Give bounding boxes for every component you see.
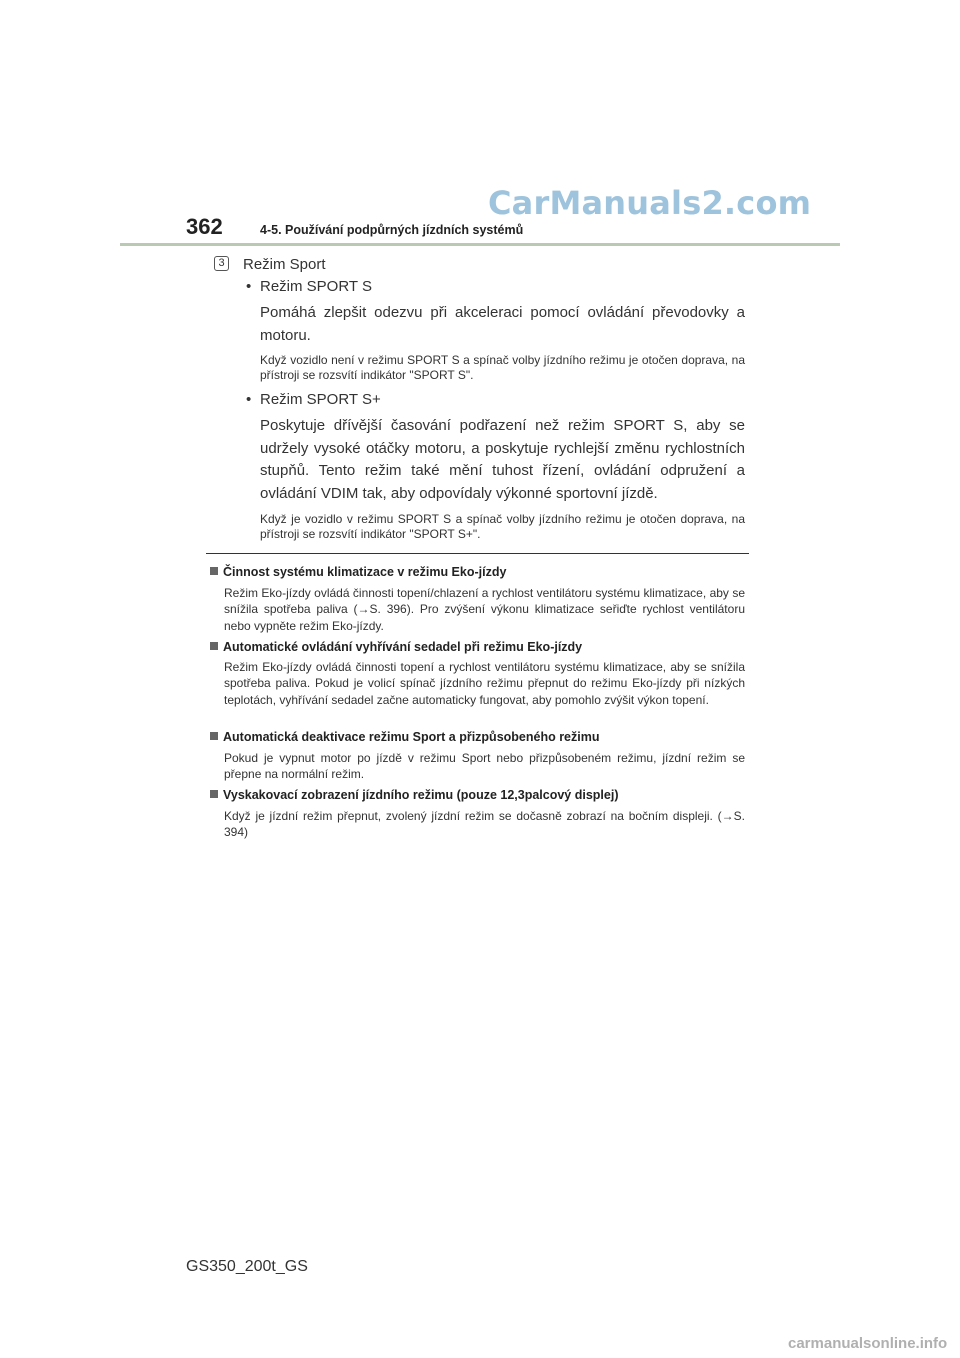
info-body-popup-display: Když je jízdní režim přepnut, zvolený jízdní režim se dočasně zobrazí na bočním displeji. (→S. 394) [224,809,745,840]
bullet-item-sport-s [246,278,372,295]
model-code: GS350_200t_GS [186,1258,308,1275]
square-bullet-icon [210,642,218,650]
section-title: 4-5. Používání podpůrných jízdních systémů [260,223,524,237]
page-number: 362 [186,214,223,239]
square-bullet-icon [210,790,218,798]
bullet-dot: • [246,278,252,295]
info-heading-popup-display: Vyskakovací zobrazení jízdního režimu (pouze 12,3palcový displej) [210,788,619,802]
info-body-seat-heating: Režim Eko-jízdy ovládá činnosti topení a rychlost ventilátoru systému klimatizace, aby se snížila spotřeba paliva. Pokud je volicí spínač jízdního režimu přepnut do režimu Eko-jízdy při nízkých teplotách, vyhřívání sedadel začne automaticky fungovat, aby pomohlo zvýšit výkon topení. [224,660,745,707]
sport-s-plus-description: Poskytuje dřívější časování podřazení než režim SPORT S, aby se udržely vysoké otáčky motoru, a poskytuje rychlejší změnu rychlostních stupňů. Tento režim také mění tuhost řízení, ovládání odpružení a ovládání VDIM tak, aby odpovídaly výkonné sportovní jízdě. [260,417,745,502]
watermark-logo: CarManuals2.com [488,184,812,222]
sport-s-description: Pomáhá zlepšit odezvu při akceleraci pomocí ovládání převodovky a motoru. [260,304,745,344]
bullet-label: Režim SPORT S [260,278,372,295]
bullet-item-sport-s-plus [246,391,381,408]
info-heading-climate: Činnost systému klimatizace v režimu Eko-jízdy [210,565,506,579]
header-rule [120,243,840,246]
sport-s-plus-note: Když je vozidlo v režimu SPORT S a spínač volby jízdního režimu je otočen doprava, na přístroji se rozsvítí indikátor "SPORT S+". [260,512,745,541]
square-bullet-icon [210,567,218,575]
sport-s-note: Když vozidlo není v režimu SPORT S a spínač volby jízdního režimu je otočen doprava, na přístroji se rozsvítí indikátor "SPORT S". [260,353,745,382]
bullet-dot: • [246,391,252,408]
info-body-climate: Režim Eko-jízdy ovládá činnosti topení/chlazení a rychlost ventilátoru systému klimatizace, aby se snížila spotřeba paliva (→S. 396). Pro zvýšení výkonu klimatizace seřiďte rychlost ventilátoru nebo vypněte režim Eko-jízdy. [224,586,745,633]
info-body-sport-deactivation: Pokud je vypnut motor po jízdě v režimu Sport nebo přizpůsobeném režimu, jízdní režim se přepne na normální režim. [224,751,745,782]
bullet-label: Režim SPORT S+ [260,391,381,408]
watermark-footer: carmanualsonline.info [788,1335,948,1352]
section-separator [206,553,749,554]
info-heading-sport-deactivation: Automatická deaktivace režimu Sport a přizpůsobeného režimu [210,730,599,744]
square-bullet-icon [210,732,218,740]
mode-title: Režim Sport [243,256,326,273]
info-heading-seat-heating: Automatické ovládání vyhřívání sedadel při režimu Eko-jízdy [210,640,582,654]
step-badge: 3 [214,256,229,271]
